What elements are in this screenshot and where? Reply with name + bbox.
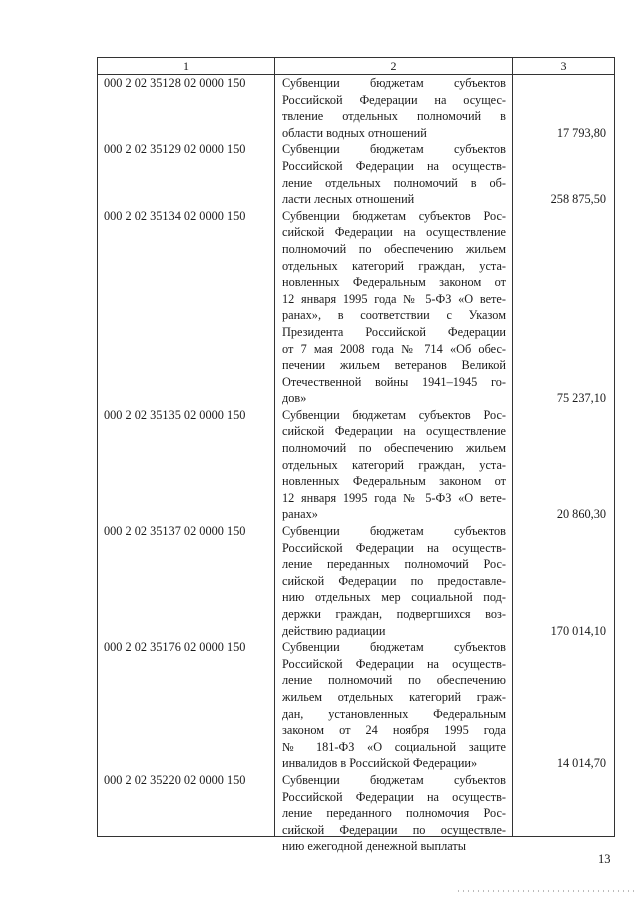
description-line: ление отдельных полномочий в об- bbox=[282, 175, 506, 190]
description bbox=[282, 523, 506, 639]
table-row bbox=[98, 141, 614, 207]
description-line: сийской Федерации на осуществление bbox=[282, 225, 506, 240]
description bbox=[282, 772, 506, 855]
description-line: отдельных категорий граждан, уста- bbox=[282, 258, 506, 273]
budget-code: 000 2 02 35129 02 0000 150 bbox=[104, 142, 246, 157]
description-line: новленных Федеральным законом от bbox=[282, 474, 506, 489]
description-line: 12 января 1995 года № 5-ФЗ «О вете- bbox=[282, 291, 506, 306]
description-line: Субвенции бюджетам субъектов bbox=[282, 772, 506, 787]
description-line: дан, установленных Федеральным bbox=[282, 706, 506, 721]
page-number: 13 bbox=[598, 852, 611, 866]
description-line: Российской Федерации на осуществ- bbox=[282, 540, 506, 555]
description bbox=[282, 141, 506, 207]
amount: 20 860,30 bbox=[556, 507, 606, 522]
description-line: твление отдельных полномочий в bbox=[282, 109, 506, 124]
description-line: Президента Российской Федерации bbox=[282, 324, 506, 339]
description-line: 12 января 1995 года № 5-ФЗ «О вете- bbox=[282, 490, 506, 505]
description-line: Российской Федерации на осуществ- bbox=[282, 656, 506, 671]
description-line: ранах», в соответствии с Указом bbox=[282, 308, 506, 323]
budget-table bbox=[97, 57, 615, 854]
table-row bbox=[98, 75, 614, 141]
description-line: ление переданных полномочий Рос- bbox=[282, 557, 506, 572]
description-line: жильем отдельных категорий граж- bbox=[282, 689, 506, 704]
description-line: ласти лесных отношений bbox=[282, 192, 415, 207]
header-col-1: 1 bbox=[183, 59, 189, 73]
amount: 170 014,10 bbox=[550, 623, 606, 638]
table-body bbox=[98, 75, 614, 855]
table-row bbox=[98, 523, 614, 639]
amount: 17 793,80 bbox=[556, 125, 606, 140]
description-line: сийской Федерации по осуществле- bbox=[282, 822, 506, 837]
description-line: Субвенции бюджетам субъектов bbox=[282, 76, 506, 90]
description-line: ранах» bbox=[282, 507, 318, 522]
table-row bbox=[98, 208, 614, 407]
description-line: законом от 24 ноября 1995 года bbox=[282, 723, 506, 738]
description-line: новленных Федеральным законом от bbox=[282, 275, 506, 290]
description-line: Субвенции бюджетам субъектов bbox=[282, 142, 506, 157]
description-line: сийской Федерации по предоставле- bbox=[282, 573, 506, 588]
description bbox=[282, 75, 506, 141]
description-line: действию радиации bbox=[282, 623, 386, 638]
description-line: Субвенции бюджетам субъектов bbox=[282, 524, 506, 539]
table-header bbox=[98, 58, 614, 75]
description-line: Отечественной войны 1941–1945 го- bbox=[282, 374, 506, 389]
description-line: Российской Федерации на осуществ- bbox=[282, 789, 506, 804]
description-line: области водных отношений bbox=[282, 125, 427, 140]
budget-code: 000 2 02 35137 02 0000 150 bbox=[104, 524, 246, 539]
amount: 75 237,10 bbox=[556, 391, 606, 406]
description-line: полномочий по обеспечению жильем bbox=[282, 441, 506, 456]
description-line: от 7 мая 2008 года № 714 «Об обес- bbox=[282, 341, 506, 356]
description-line: печении жильем ветеранов Великой bbox=[282, 358, 506, 373]
description-line: нию ежегодной денежной выплаты bbox=[282, 839, 467, 854]
table-row bbox=[98, 639, 614, 772]
description-line: ление полномочий по обеспечению bbox=[282, 673, 506, 688]
description-line: нию отдельных мер социальной под- bbox=[282, 590, 506, 605]
budget-code: 000 2 02 35128 02 0000 150 bbox=[104, 76, 246, 90]
header-col-3: 3 bbox=[560, 59, 567, 73]
description-line: Субвенции бюджетам субъектов Рос- bbox=[282, 208, 506, 223]
description bbox=[282, 407, 506, 523]
header-col-2: 2 bbox=[390, 59, 397, 73]
budget-code: 000 2 02 35134 02 0000 150 bbox=[104, 208, 246, 223]
description-line: Субвенции бюджетам субъектов Рос- bbox=[282, 407, 506, 422]
description bbox=[282, 639, 506, 772]
description bbox=[282, 208, 506, 407]
description-line: Российской Федерации на осуществ- bbox=[282, 158, 506, 173]
budget-code: 000 2 02 35220 02 0000 150 bbox=[104, 772, 246, 787]
description-line: сийской Федерации на осуществление bbox=[282, 424, 506, 439]
description-line: держки граждан, подвергшихся воз- bbox=[282, 607, 506, 621]
description-line: дов» bbox=[282, 391, 307, 406]
amount: 258 875,50 bbox=[550, 192, 606, 207]
description-line: ление переданного полномочия Рос- bbox=[282, 806, 506, 821]
budget-code: 000 2 02 35176 02 0000 150 bbox=[104, 640, 246, 655]
description-line: № 181-ФЗ «О социальной защите bbox=[282, 739, 506, 754]
amount: 14 014,70 bbox=[556, 756, 606, 771]
table-row bbox=[98, 407, 614, 523]
budget-code: 000 2 02 35135 02 0000 150 bbox=[104, 407, 246, 422]
description-line: Субвенции бюджетам субъектов bbox=[282, 640, 506, 655]
table-row bbox=[98, 772, 614, 855]
description-line: полномочий по обеспечению жильем bbox=[282, 241, 506, 256]
description-line: Российской Федерации на осущес- bbox=[282, 92, 506, 107]
scan-artifact bbox=[458, 890, 638, 892]
description-line: инвалидов в Российской Федерации» bbox=[282, 756, 478, 771]
description-line: отдельных категорий граждан, уста- bbox=[282, 457, 506, 472]
